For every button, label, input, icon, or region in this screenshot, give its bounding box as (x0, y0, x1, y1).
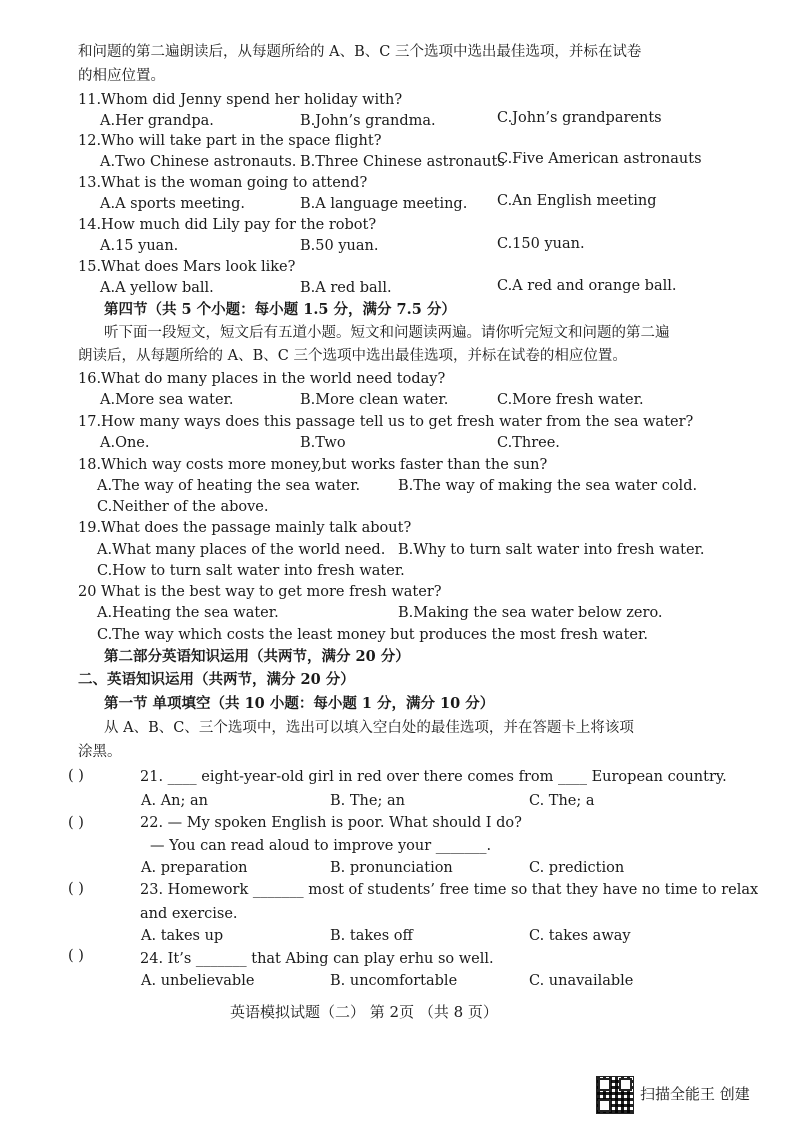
q13-option-a: A.A sports meeting. (100, 196, 246, 212)
q22-option-a: A. preparation (141, 860, 248, 876)
q20-option-a: A.Heating the sea water. (97, 605, 279, 621)
q24-option-a: A. unbelievable (141, 973, 255, 989)
question-15: 15.What does Mars look like? (78, 259, 296, 275)
q21-option-a: A. An; an (141, 793, 208, 809)
question-19: 19.What does the passage mainly talk about? (78, 520, 412, 536)
q17-option-b: B.Two (300, 435, 346, 451)
q18-option-c: C.Neither of the above. (97, 499, 269, 515)
part-2-heading: 第二部分英语知识运用（共两节，满分 20 分） (104, 648, 410, 665)
q14-option-a: A.15 yuan. (100, 238, 179, 254)
answer-paren-24: ( ) (68, 948, 84, 964)
q20-option-b: B.Making the sea water below zero. (398, 605, 663, 621)
q14-option-b: B.50 yuan. (300, 238, 379, 254)
intro-line-1: 和问题的第二遍朗读后，从每题所给的 A、B、C 三个选项中选出最佳选项，并标在试卷 (78, 44, 642, 60)
question-23: 23. Homework _______ most of students’ free time so that they have no time to relax (140, 882, 759, 898)
question-18: 18.Which way costs more money,but works faster than the sun? (78, 457, 548, 473)
q23-option-c: C. takes away (529, 928, 631, 944)
section-1-heading: 第一节 单项填空（共 10 小题：每小题 1 分，满分 10 分） (104, 695, 495, 712)
question-24: 24. It’s _______ that Abing can play erhu so well. (140, 951, 494, 967)
q23-option-b: B. takes off (330, 928, 413, 944)
q19-option-c: C.How to turn salt water into fresh water. (97, 563, 405, 579)
answer-paren-21: ( ) (68, 768, 84, 784)
q11-option-a: A.Her grandpa. (100, 113, 214, 129)
q22-option-c: C. prediction (529, 860, 625, 876)
q11-option-b: B.John’s grandma. (300, 113, 436, 129)
section-4-instruction-2: 朗读后，从每题所给的 A、B、C 三个选项中选出最佳选项，并标在试卷的相应位置。 (78, 348, 627, 364)
section-4-heading: 第四节（共 5 个小题：每小题 1.5 分，满分 7.5 分） (104, 301, 456, 318)
section-4-instruction-1: 听下面一段短文，短文后有五道小题。短文和问题读两遍。请你听完短文和问题的第二遍 (104, 325, 670, 341)
question-12: 12.Who will take part in the space flight? (78, 133, 382, 149)
question-22: 22. — My spoken English is poor. What should I do? (140, 815, 522, 831)
q18-option-b: B.The way of making the sea water cold. (398, 478, 698, 494)
q22-option-b: B. pronunciation (330, 860, 453, 876)
q23-option-a: A. takes up (141, 928, 224, 944)
q24-option-b: B. uncomfortable (330, 973, 458, 989)
part-2-instruction-1: 从 A、B、C、三个选项中，选出可以填入空白处的最佳选项，并在答题卡上将该项 (104, 720, 634, 736)
q17-option-c: C.Three. (497, 435, 560, 451)
q18-option-a: A.The way of heating the sea water. (97, 478, 361, 494)
intro-line-2: 的相应位置。 (78, 68, 165, 84)
q19-option-a: A.What many places of the world need. (97, 542, 386, 558)
part-2-subheading: 二、英语知识运用（共两节，满分 20 分） (78, 671, 355, 688)
question-20: 20 What is the best way to get more fresh water? (78, 584, 442, 600)
question-14: 14.How much did Lily pay for the robot? (78, 217, 377, 233)
q17-option-a: A.One. (100, 435, 150, 451)
scanner-brand-label: 扫描全能王 创建 (640, 1085, 750, 1103)
q13-option-c: C.An English meeting (497, 193, 657, 209)
question-16: 16.What do many places in the world need today? (78, 371, 446, 387)
page-footer: 英语模拟试题（二） 第 2页 （共 8 页） (230, 1003, 498, 1021)
q21-option-b: B. The; an (330, 793, 405, 809)
question-21: 21. ____ eight-year-old girl in red over there comes from ____ European country. (140, 769, 727, 785)
question-22-reply: — You can read aloud to improve your _______. (150, 838, 492, 854)
q14-option-c: C.150 yuan. (497, 236, 585, 252)
q16-option-c: C.More fresh water. (497, 392, 644, 408)
part-2-instruction-2: 涂黑。 (78, 744, 122, 760)
question-17: 17.How many ways does this passage tell us to get fresh water from the sea water? (78, 414, 694, 430)
q12-option-c: C.Five American astronauts (497, 151, 702, 167)
q19-option-b: B.Why to turn salt water into fresh water. (398, 542, 705, 558)
answer-paren-22: ( ) (68, 815, 84, 831)
q12-option-b: B.Three Chinese astronauts (300, 154, 505, 170)
q24-option-c: C. unavailable (529, 973, 634, 989)
question-11: 11.Whom did Jenny spend her holiday with? (78, 92, 403, 108)
q13-option-b: B.A language meeting. (300, 196, 468, 212)
q15-option-c: C.A red and orange ball. (497, 278, 677, 294)
q15-option-a: A.A yellow ball. (100, 280, 214, 296)
question-23-continued: and exercise. (140, 906, 238, 922)
q16-option-a: A.More sea water. (100, 392, 234, 408)
q15-option-b: B.A red ball. (300, 280, 392, 296)
q21-option-c: C. The; a (529, 793, 595, 809)
q16-option-b: B.More clean water. (300, 392, 449, 408)
q11-option-c: C.John’s grandparents (497, 110, 662, 126)
q12-option-a: A.Two Chinese astronauts. (100, 154, 297, 170)
answer-paren-23: ( ) (68, 881, 84, 897)
q20-option-c: C.The way which costs the least money but produces the most fresh water. (97, 627, 648, 643)
question-13: 13.What is the woman going to attend? (78, 175, 368, 191)
qr-code-icon (596, 1076, 634, 1114)
